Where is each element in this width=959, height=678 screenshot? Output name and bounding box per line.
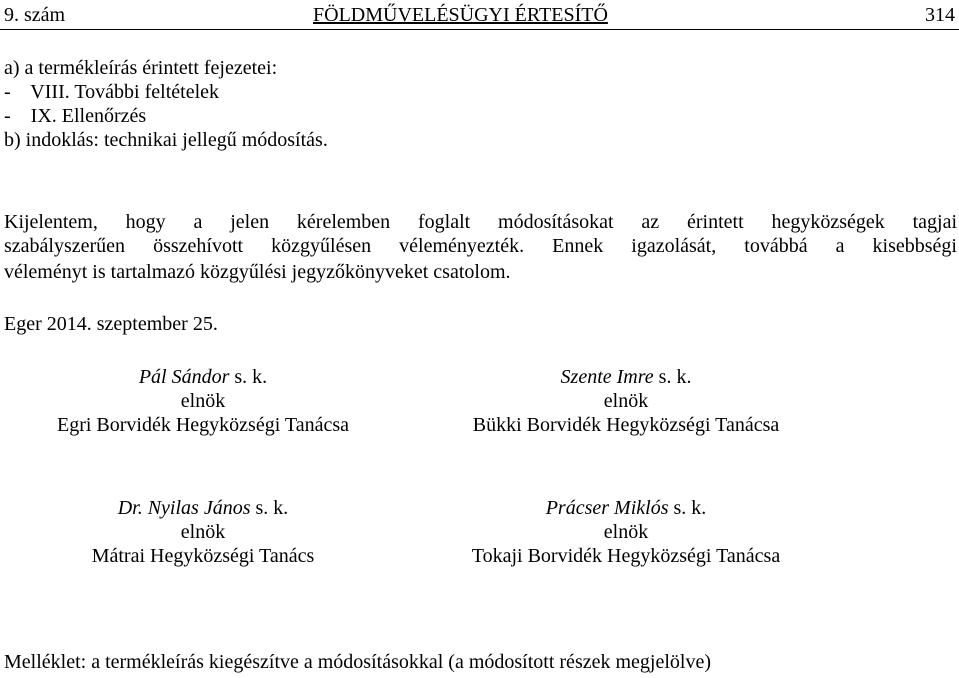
signatory-org: Mátrai Hegyközségi Tanács: [91, 545, 315, 567]
paragraph-line-2: [4, 234, 957, 258]
place-date: Eger 2014. szeptember 25.: [4, 313, 218, 335]
signature-block-2: [446, 365, 806, 437]
intro-line-4: b) indoklás: technikai jellegű módosítás.: [4, 129, 328, 151]
paragraph-line-1: [4, 210, 957, 234]
intro-line-2: - VIII. További feltételek: [4, 81, 220, 103]
signatory-org: Egri Borvidék Hegyközségi Tanácsa: [56, 414, 350, 436]
signatory-org: Bükki Borvidék Hegyközségi Tanácsa: [472, 414, 780, 436]
signatory-name: Szente Imre: [560, 366, 654, 388]
paragraph-line-2-text: szabályszerűen összehívott közgyűlésen véleményezték. Ennek igazolását, továbbá a kisebbségi: [4, 235, 957, 257]
page-number: 314: [925, 4, 955, 26]
paragraph-line-1-text: Kijelentem, hogy a jelen kérelemben foglalt módosításokat az érintett hegyközségek tagjai: [4, 211, 957, 233]
signature-block-1: [23, 365, 383, 437]
signatory-suffix: s. k.: [653, 366, 692, 388]
signatory-name-line: [446, 496, 806, 520]
signatory-name-line: [23, 496, 383, 520]
signature-block-3: [23, 496, 383, 568]
signatory-role: elnök: [603, 521, 649, 543]
signatory-role: elnök: [180, 390, 226, 412]
issue-number: 9. szám: [4, 4, 66, 26]
signatory-suffix: s. k.: [668, 497, 707, 519]
signatory-org: Tokaji Borvidék Hegyközségi Tanácsa: [471, 545, 781, 567]
page-header: [0, 3, 959, 30]
attachment-note: Melléklet: a termékleírás kiegészítve a módosításokkal (a módosított részek megjelölve): [4, 651, 711, 673]
signatory-name-line: [23, 365, 383, 389]
signatory-name: Prácser Miklós: [545, 497, 669, 519]
signatory-name: Pál Sándor: [138, 366, 230, 388]
signatory-role: elnök: [603, 390, 649, 412]
signatory-role: elnök: [180, 521, 226, 543]
paragraph-line-3: véleményt is tartalmazó közgyűlési jegyzőkönyveket csatolom.: [4, 261, 511, 283]
intro-line-3: - IX. Ellenőrzés: [4, 105, 147, 127]
signatory-suffix: s. k.: [229, 366, 268, 388]
intro-line-1: a) a termékleírás érintett fejezetei:: [4, 57, 278, 79]
signature-block-4: [446, 496, 806, 568]
signatory-name: Dr. Nyilas János: [117, 497, 251, 519]
publication-title: FÖLDMŰVELÉSÜGYI ÉRTESÍTŐ: [313, 4, 608, 26]
signatory-name-line: [446, 365, 806, 389]
signatory-suffix: s. k.: [250, 497, 289, 519]
